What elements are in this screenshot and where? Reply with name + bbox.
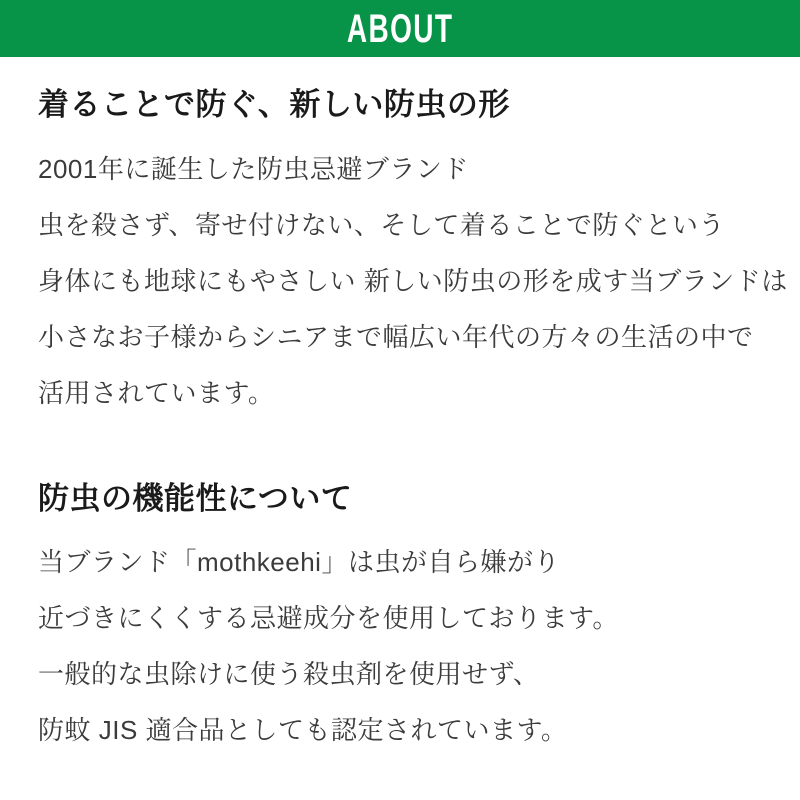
paragraph-line: 身体にも地球にもやさしい 新しい防虫の形を成す当ブランドは [38, 265, 788, 296]
section-insect-repellent-function [38, 481, 772, 759]
paragraph-line: 一般的な虫除けに使う殺虫剤を使用せず、 [38, 659, 540, 690]
paragraph-line: 活用されています。 [38, 377, 275, 408]
paragraph-line: 防蚊 JIS 適合品としても認定されています。 [38, 715, 568, 746]
paragraph-line: 近づきにくくする忌避成分を使用しております。 [38, 603, 619, 634]
brand-intro-heading: 着ることで防ぐ、新しい防虫の形 [38, 87, 510, 122]
section-brand-intro [38, 87, 788, 421]
paragraph-line: 虫を殺さず、寄せ付けない、そして着ることで防ぐという [38, 209, 725, 240]
paragraph-line: 2001年に誕生した防虫忌避ブランド [38, 153, 469, 184]
function-paragraph [38, 534, 772, 758]
paragraph-line: 小さなお子様からシニアまで幅広い年代の方々の生活の中で [38, 321, 754, 352]
function-heading: 防虫の機能性について [38, 480, 353, 516]
paragraph-line: 当ブランド「mothkeehi」は虫が自ら嫌がり [38, 547, 560, 578]
about-header-bar [0, 0, 800, 57]
about-content [0, 87, 800, 758]
about-header-title: ABOUT [346, 6, 454, 51]
brand-intro-paragraph [38, 141, 788, 421]
